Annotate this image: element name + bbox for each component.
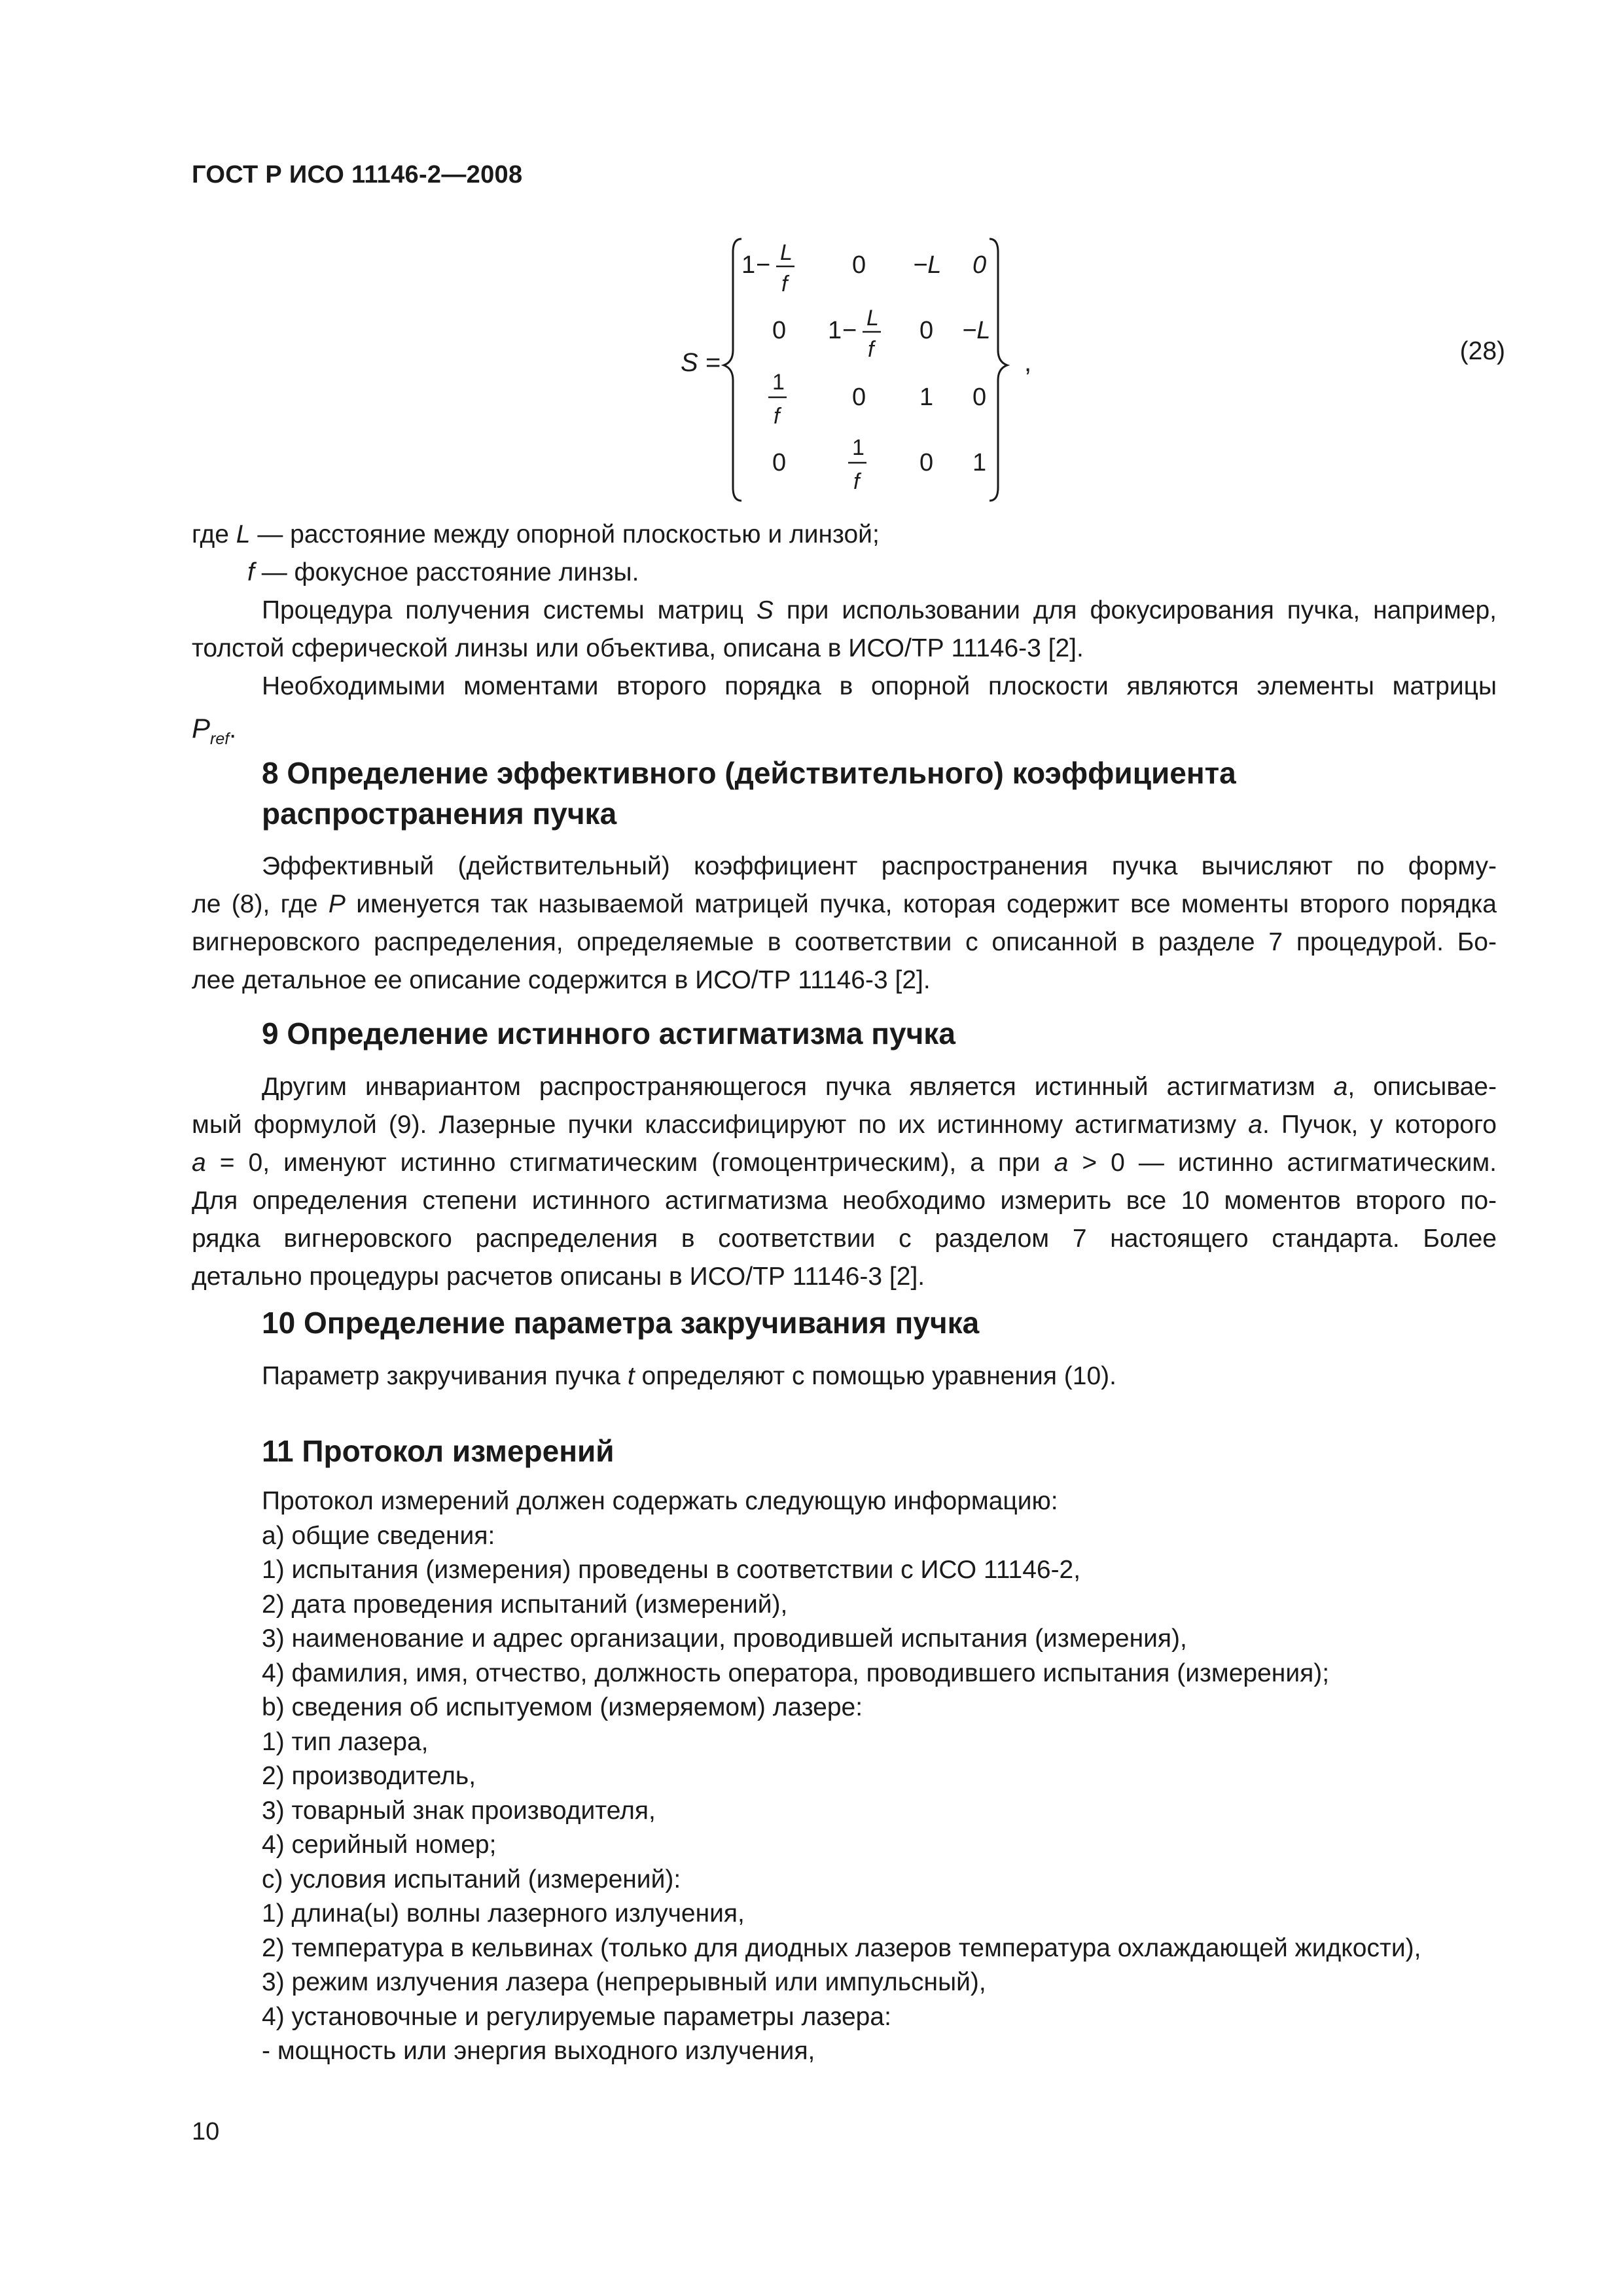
- list-item: c) условия испытаний (измерений):: [262, 1865, 681, 1893]
- matrix-cell-4-2-numerator: 1: [852, 435, 865, 460]
- matrix-row-3: [768, 370, 986, 429]
- protocol-list: [262, 1484, 1499, 2069]
- matrix-row-4: [772, 435, 986, 494]
- matrix-row-2: [772, 306, 990, 362]
- paragraph-line: Параметр закручивания пучка t определяют с помощью уравнения (10).: [262, 1362, 1116, 1390]
- paragraph-line: Для определения степени истинного астигматизма необходимо измерить все 10 моментов второго по-: [192, 1187, 1497, 1215]
- matrix-cell-1-3: −L: [913, 251, 942, 279]
- matrix-cell-4-1: 0: [772, 449, 787, 476]
- paragraph-line: $P_{ref}$.: [192, 713, 237, 748]
- matrix-cell-1-1-denominator: f: [781, 272, 788, 296]
- matrix-cell-2-2-denominator: f: [868, 337, 874, 362]
- paragraph-line: мый формулой (9). Лазерные пучки классифицируют по их истинному астигматизму a. Пучок, у которого: [192, 1111, 1497, 1139]
- formula-28: [654, 232, 1505, 507]
- matrix-cell-1-4: 0: [972, 251, 987, 279]
- list-item: 1) длина(ы) волны лазерного излучения,: [262, 1899, 745, 1928]
- page-number: 10: [192, 2118, 220, 2145]
- paragraph-line: Необходимыми моментами второго порядка в опорной плоскости являются элементы матрицы: [262, 672, 1497, 700]
- matrix-cell-1-2: 0: [852, 251, 866, 279]
- matrix-row-1: [741, 240, 986, 296]
- formula-comma: ,: [1024, 348, 1032, 377]
- paragraph-line: Процедура получения системы матриц S при использовании для фокусирования пучка, например,: [262, 596, 1497, 624]
- matrix-cell-2-4: −L: [962, 317, 991, 344]
- formula-lhs: S: [681, 348, 698, 377]
- paragraph-line: рядка вигнеровского распределения в соответствии с разделом 7 настоящего стандарта. Более: [192, 1225, 1497, 1253]
- list-item: 4) серийный номер;: [262, 1831, 497, 1859]
- list-item: 2) производитель,: [262, 1762, 476, 1790]
- section-11-title: 11 Протокол измерений: [262, 1434, 615, 1468]
- matrix-cell-1-1-minus: −: [756, 251, 771, 279]
- list-item: - мощность или энергия выходного излучения,: [262, 2037, 815, 2065]
- matrix-cell-3-1-numerator: 1: [772, 370, 785, 395]
- document-header: ГОСТ Р ИСО 11146-2—2008: [192, 161, 523, 188]
- paragraph-line: вигнеровского распределения, определяемые в соответствии с описанной в разделе 7 процедурой. Бо-: [192, 928, 1497, 956]
- section-8-paragraph: [192, 848, 1497, 999]
- matrix-cell-4-2-denominator: f: [853, 469, 860, 494]
- paragraph-moments: [192, 668, 1497, 762]
- matrix-cell-2-3: 0: [919, 317, 934, 344]
- where-line-f: f — фокусное расстояние линзы.: [247, 558, 639, 586]
- list-item: 1) испытания (измерения) проведены в соответствии с ИСО 11146-2,: [262, 1556, 1081, 1584]
- paragraph-line: толстой сферической линзы или объектива, описана в ИСО/ТР 11146-3 [2].: [192, 634, 1084, 662]
- paragraph-line: Другим инвариантом распространяющегося пучка является истинный астигматизм a, описывае-: [262, 1073, 1497, 1101]
- matrix-cell-2-2-minus: −: [842, 317, 857, 344]
- section-10-paragraph: [192, 1357, 1497, 1395]
- matrix-cell-4-4: 1: [972, 449, 987, 476]
- paragraph-line: a = 0, именуют истинно стигматическим (гомоцентрическим), а при a > 0 — истинно астигматическим.: [192, 1149, 1497, 1177]
- matrix-cell-2-1: 0: [772, 317, 787, 344]
- section-10-title: 10 Определение параметра закручивания пучка: [262, 1306, 980, 1340]
- list-item: 2) дата проведения испытаний (измерений),: [262, 1590, 788, 1619]
- matrix-formula: [654, 232, 1505, 507]
- matrix-cell-2-2-numerator: L: [866, 306, 879, 331]
- paragraph-line: Эффективный (действительный) коэффициент распространения пучка вычисляют по форму-: [262, 852, 1497, 880]
- matrix-cell-3-1-denominator: f: [774, 404, 780, 429]
- list-item: 3) товарный знак производителя,: [262, 1796, 656, 1825]
- list-item: b) сведения об испытуемом (измеряемом) лазере:: [262, 1693, 863, 1721]
- matrix-cell-3-4: 0: [972, 384, 987, 411]
- matrix-cell-1-1-numerator: L: [780, 240, 793, 265]
- left-brace: [724, 239, 741, 501]
- list-item: 4) фамилия, имя, отчество, должность оператора, проводившего испытания (измерения);: [262, 1659, 1330, 1687]
- list-item: 2) температура в кельвинах (только для диодных лазеров температура охлаждающей жидкости),: [262, 1933, 1421, 1962]
- section-8-title: 8 Определение эффективного (действительного) коэффициента распространения пучка: [262, 756, 1236, 831]
- matrix-cell-1-1-one: 1: [741, 251, 756, 279]
- right-brace: [990, 239, 1007, 501]
- matrix-cell-3-2: 0: [852, 384, 866, 411]
- paragraph-line: ле (8), где P именуется так называемой матрицей пучка, которая содержит все моменты второго порядка: [192, 890, 1497, 918]
- formula-equals: =: [705, 348, 721, 377]
- where-block: [192, 516, 1497, 592]
- where-line-L: где L — расстояние между опорной плоскостью и линзой;: [192, 520, 880, 548]
- list-item: 4) установочные и регулируемые параметры лазера:: [262, 2002, 891, 2031]
- section-9-paragraph: [192, 1068, 1497, 1296]
- equation-number: (28): [1459, 337, 1505, 365]
- paragraph-procedure: [192, 592, 1497, 668]
- list-item: Протокол измерений должен содержать следующую информацию:: [262, 1487, 1058, 1515]
- paragraph-line: лее детальное ее описание содержится в ИСО/ТР 11146-3 [2].: [192, 966, 931, 994]
- section-9-title: 9 Определение истинного астигматизма пучка: [262, 1016, 955, 1050]
- matrix-cell-3-3: 1: [919, 384, 934, 411]
- list-item: а) общие сведения:: [262, 1521, 495, 1550]
- matrix-cell-4-3: 0: [919, 449, 934, 476]
- list-item: 1) тип лазера,: [262, 1727, 429, 1756]
- list-item: 3) режим излучения лазера (непрерывный или импульсный),: [262, 1968, 986, 1996]
- paragraph-line: детально процедуры расчетов описаны в ИСО/ТР 11146-3 [2].: [192, 1263, 925, 1291]
- list-item: 3) наименование и адрес организации, проводившей испытания (измерения),: [262, 1624, 1187, 1653]
- matrix-cell-2-2-one: 1: [828, 317, 842, 344]
